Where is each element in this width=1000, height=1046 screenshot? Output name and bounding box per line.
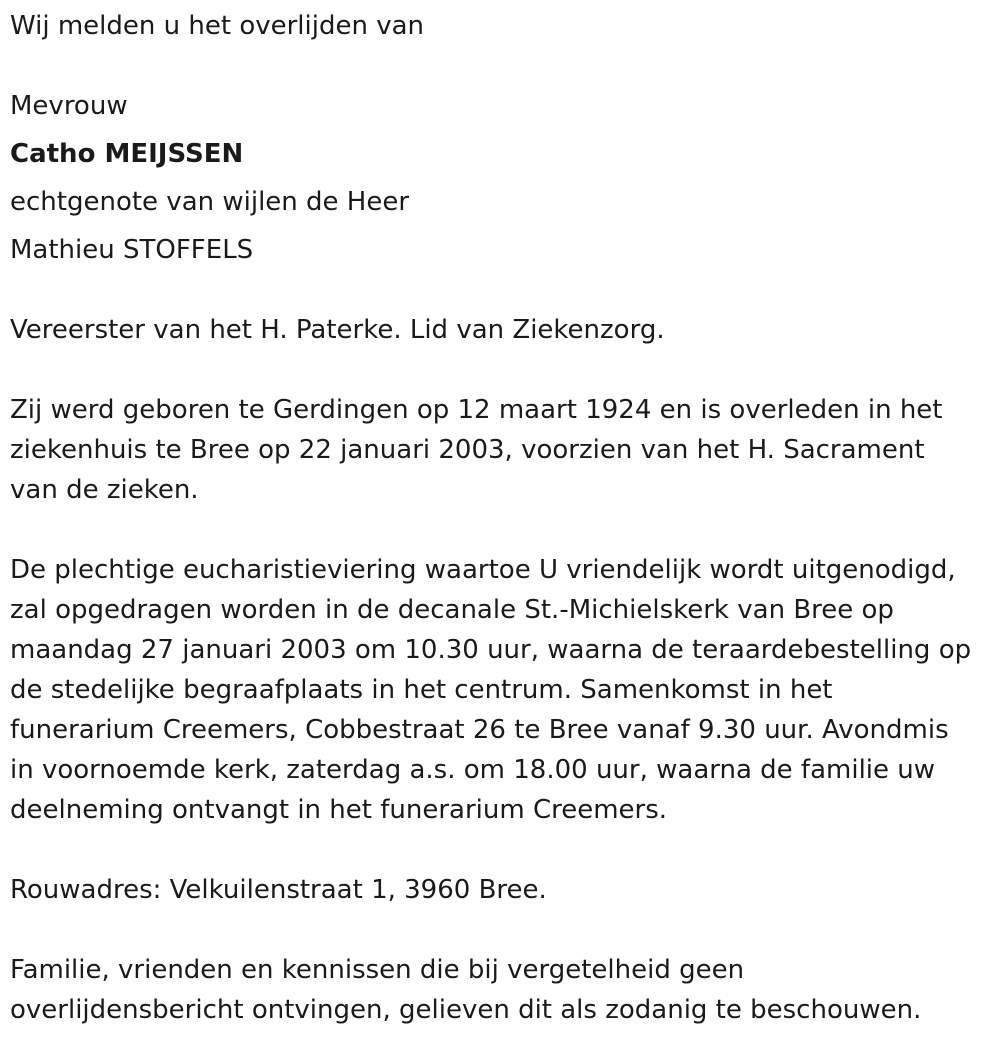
ceremony-line: de stedelijke begraafplaats in het centrum. Samenkomst in het xyxy=(10,675,833,705)
closing-line: Familie, vrienden en kennissen die bij vergetelheid geen xyxy=(10,955,745,985)
ceremony-line: maandag 27 januari 2003 om 10.30 uur, waarna de teraardebestelling op xyxy=(10,635,972,665)
birth-death-line: van de zieken. xyxy=(10,475,199,505)
ceremony-line: De plechtige eucharistieviering waartoe U vriendelijk wordt uitgenodigd, xyxy=(10,555,956,585)
intro-text: Wij melden u het overlijden van xyxy=(10,11,425,41)
ceremony-line: funerarium Creemers, Cobbestraat 26 te Bree vanaf 9.30 uur. Avondmis xyxy=(10,715,949,745)
ceremony-line: zal opgedragen worden in de decanale St.-Michielskerk van Bree op xyxy=(10,595,894,625)
spouse-line: echtgenote van wijlen de Heer xyxy=(10,187,410,217)
birth-death-line: ziekenhuis te Bree op 22 januari 2003, voorzien van het H. Sacrament xyxy=(10,435,925,465)
ceremony-line: in voornoemde kerk, zaterdag a.s. om 18.00 uur, waarna de familie uw xyxy=(10,755,936,785)
mourning-address: Rouwadres: Velkuilenstraat 1, 3960 Bree. xyxy=(10,875,547,905)
spouse-name: Mathieu STOFFELS xyxy=(10,235,254,265)
ceremony-line: deelneming ontvangt in het funerarium Creemers. xyxy=(10,795,668,825)
deceased-name: Catho MEIJSSEN xyxy=(10,139,244,169)
birth-death-line: Zij werd geboren te Gerdingen op 12 maart 1924 en is overleden in het xyxy=(10,395,943,425)
honorific: Mevrouw xyxy=(10,91,128,121)
closing-line: overlijdensbericht ontvingen, gelieven dit als zodanig te beschouwen. xyxy=(10,995,922,1025)
membership-text: Vereerster van het H. Paterke. Lid van Ziekenzorg. xyxy=(10,315,665,345)
